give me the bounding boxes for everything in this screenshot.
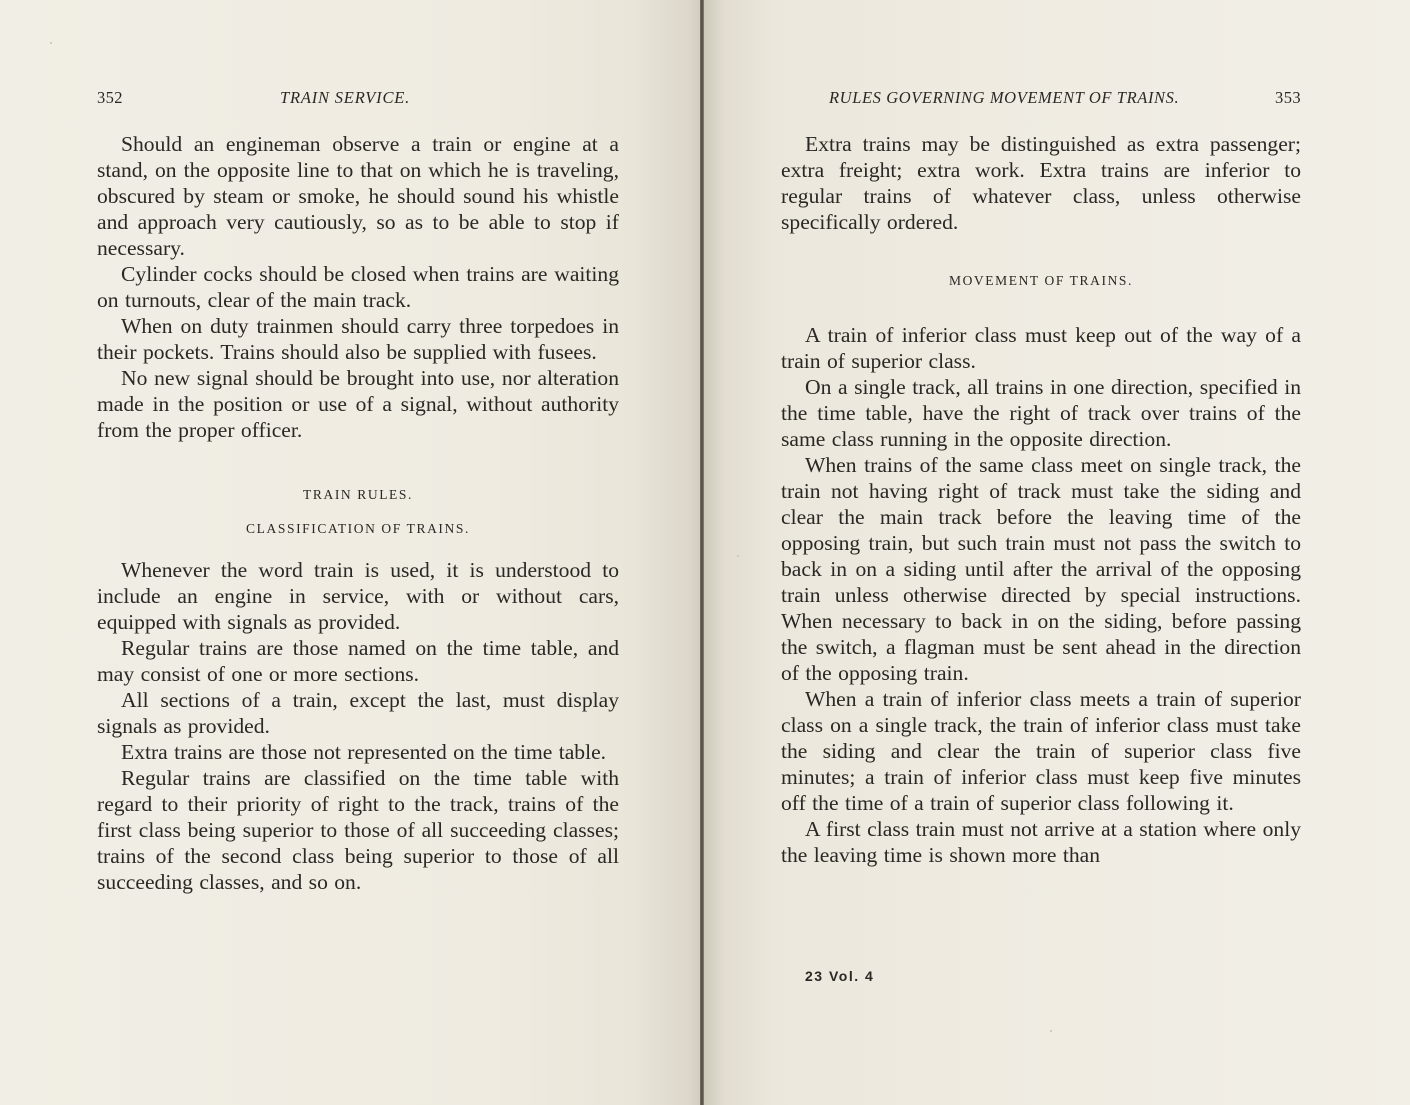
paragraph: Regular trains are classified on the time table with regard to their priority of right to the track, trains of the first class being superior to those of all succeeding classes; trains of the second class being superior to those of all succeeding classes, and so on. [97,766,619,894]
paper-fleck [50,42,52,44]
paragraph: Extra trains may be distinguished as extra passenger; extra freight; extra work. Extra trains are inferior to regular trains of whatever class, unless otherwise specifically ordered. [781,132,1301,234]
paragraph: Whenever the word train is used, it is understood to include an engine in service, with or without cars, equipped with signals as provided. [97,558,619,634]
paragraph: When a train of inferior class meets a train of superior class on a single track, the train of inferior class must take the siding and clear the train of superior class five minutes; a train of inferior class must keep five minutes off the time of a train of superior class following it. [781,687,1301,815]
paragraph: All sections of a train, except the last, must display signals as provided. [97,688,619,738]
left-page [0,0,703,1105]
book-gutter [700,0,704,1105]
left-running-title: TRAIN SERVICE. [280,88,411,107]
signature-mark: 23 Vol. 4 [805,968,875,984]
left-page-number: 352 [97,88,123,107]
right-running-head [829,88,1301,112]
paper-fleck [1050,1030,1052,1032]
paragraph: Regular trains are those named on the time table, and may consist of one or more sections. [97,636,619,686]
subsection-heading-classification: CLASSIFICATION OF TRAINS. [246,521,470,536]
paragraph: A first class train must not arrive at a station where only the leaving time is shown more than [781,817,1301,867]
paragraph: When on duty trainmen should carry three torpedoes in their pockets. Trains should also be supplied with fusees. [97,314,619,364]
section-heading-movement: MOVEMENT OF TRAINS. [948,273,1134,288]
left-text-column [97,131,619,895]
paragraph: Should an engineman observe a train or engine at a stand, on the opposite line to that on which he is traveling, obscured by steam or smoke, he should sound his whistle and approach very cautiously, so as to be able to stop if necessary. [97,132,619,260]
paragraph: Extra trains are those not represented on the time table. [121,740,607,764]
left-running-head [97,88,619,112]
paragraph: On a single track, all trains in one direction, specified in the time table, have the right of track over trains of the same class running in the opposite direction. [781,375,1301,451]
right-page-number: 353 [1275,88,1301,107]
paragraph: When trains of the same class meet on single track, the train not having right of track must take the siding and clear the main track before the leaving time of the opposing train, but such train must not pass the switch to back in on a siding until after the arrival of the opposing train unless otherwise directed by special instructions. When necessary to back in on the siding, before passing the switch, a flagman must be sent ahead in the direction of the opposing train. [781,453,1301,685]
paper-fleck [737,555,739,557]
right-running-title: RULES GOVERNING MOVEMENT OF TRAINS. [829,88,1180,107]
paragraph: A train of inferior class must keep out of the way of a train of superior class. [781,323,1301,373]
right-text-column [781,131,1301,868]
section-heading-train-rules: TRAIN RULES. [303,487,413,502]
paragraph: Cylinder cocks should be closed when trains are waiting on turnouts, clear of the main track. [97,262,619,312]
paragraph: No new signal should be brought into use, nor alteration made in the position or use of a signal, without authority from the proper officer. [97,366,619,442]
